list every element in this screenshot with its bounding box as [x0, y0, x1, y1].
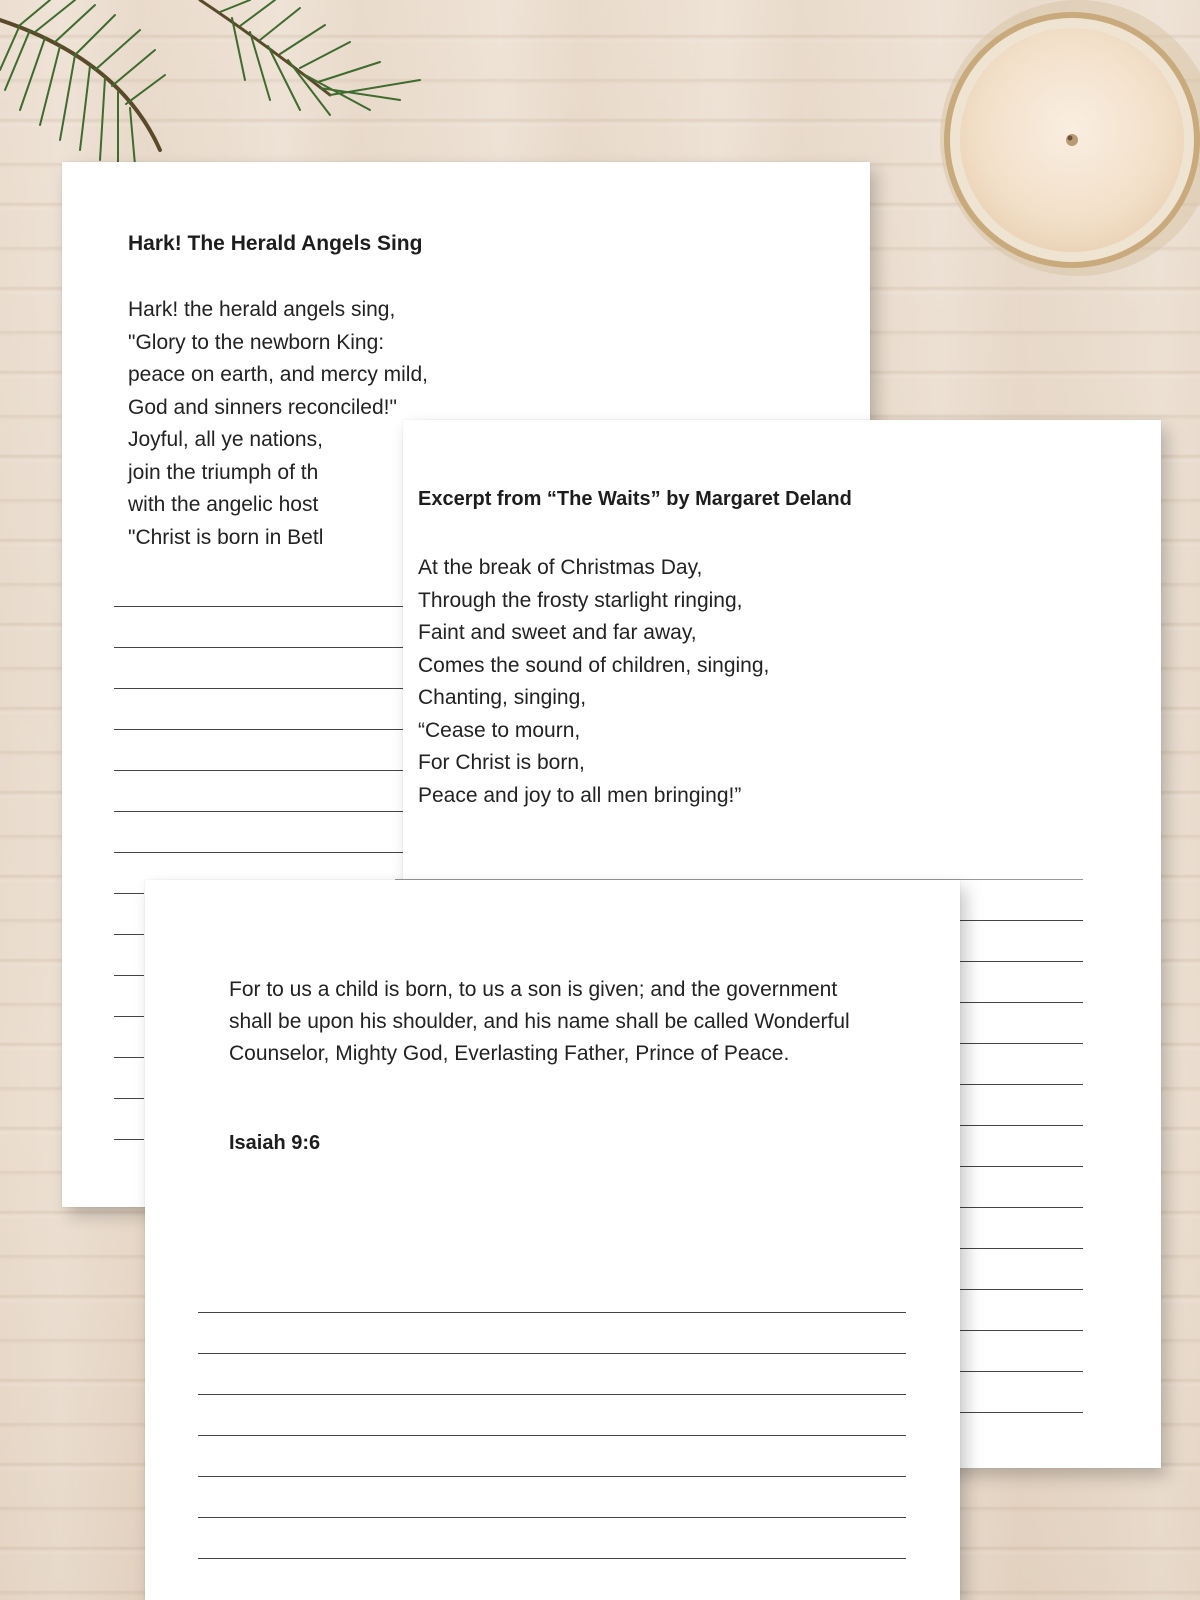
writing-line — [958, 1166, 1083, 1167]
lyric-line: God and sinners reconciled!" — [128, 395, 397, 419]
poem-line: At the break of Christmas Day, — [418, 556, 703, 579]
lyric-line: Hark! the herald angels sing, — [128, 298, 396, 321]
writing-line — [114, 852, 406, 853]
poem-line: Peace and joy to all men bringing!” — [418, 783, 742, 807]
writing-line — [958, 1043, 1083, 1044]
writing-line — [958, 1412, 1083, 1413]
writing-line — [114, 647, 406, 648]
writing-line — [958, 1207, 1083, 1208]
writing-line — [958, 961, 1083, 962]
hark-title: Hark! The Herald Angels Sing — [128, 232, 423, 255]
writing-line — [198, 1353, 906, 1354]
writing-line — [198, 1558, 906, 1559]
writing-line — [958, 1330, 1083, 1331]
writing-line — [198, 1394, 906, 1395]
writing-line — [958, 1248, 1083, 1249]
waits-title: Excerpt from “The Waits” by Margaret Deland — [418, 488, 852, 510]
pine-branch-image — [0, 0, 440, 180]
poem-line: “Cease to mourn, — [418, 718, 581, 742]
writing-line — [198, 1476, 906, 1477]
writing-line — [958, 1125, 1083, 1126]
writing-line — [114, 770, 406, 771]
hark-lyrics — [128, 294, 428, 554]
lyric-line: with the angelic host — [128, 493, 319, 516]
poem-line: Through the frosty starlight ringing, — [418, 588, 743, 612]
poem-line: Faint and sweet and far away, — [418, 621, 697, 644]
poem-line: Comes the sound of children, singing, — [418, 653, 770, 677]
writing-line — [114, 606, 406, 607]
writing-line — [198, 1312, 906, 1313]
writing-line — [114, 729, 406, 730]
writing-line — [958, 920, 1083, 921]
lyric-line: Joyful, all ye nations, — [128, 428, 323, 451]
poem-line: Chanting, singing, — [418, 686, 587, 709]
waits-poem — [418, 552, 769, 812]
writing-line — [958, 1084, 1083, 1085]
writing-line — [114, 1098, 144, 1099]
writing-line — [114, 975, 144, 976]
writing-line — [958, 1289, 1083, 1290]
writing-line — [114, 688, 406, 689]
writing-line — [198, 1517, 906, 1518]
isaiah-verse: For to us a child is born, to us a son is given; and the government shall be upon his shoulder, and his name shall be called Wonderful Counselor, Mighty God, Everlasting Father, Prince of Peace. — [229, 978, 850, 1065]
writing-line — [958, 1002, 1083, 1003]
writing-line — [958, 1371, 1083, 1372]
writing-line — [114, 1057, 144, 1058]
lyric-line: join the triumph of th — [128, 460, 319, 484]
lyric-line: "Christ is born in Betl — [128, 525, 324, 549]
candle-image — [920, 0, 1200, 300]
writing-line — [114, 1139, 144, 1140]
writing-line — [114, 811, 406, 812]
poem-line: For Christ is born, — [418, 751, 585, 774]
writing-line — [114, 934, 144, 935]
lyric-line: "Glory to the newborn King: — [128, 330, 385, 354]
isaiah-worksheet — [145, 880, 960, 1600]
writing-line — [114, 893, 144, 894]
writing-line — [198, 1435, 906, 1436]
writing-line — [114, 1016, 144, 1017]
isaiah-reference: Isaiah 9:6 — [229, 1132, 321, 1154]
lyric-line: peace on earth, and mercy mild, — [128, 363, 428, 386]
